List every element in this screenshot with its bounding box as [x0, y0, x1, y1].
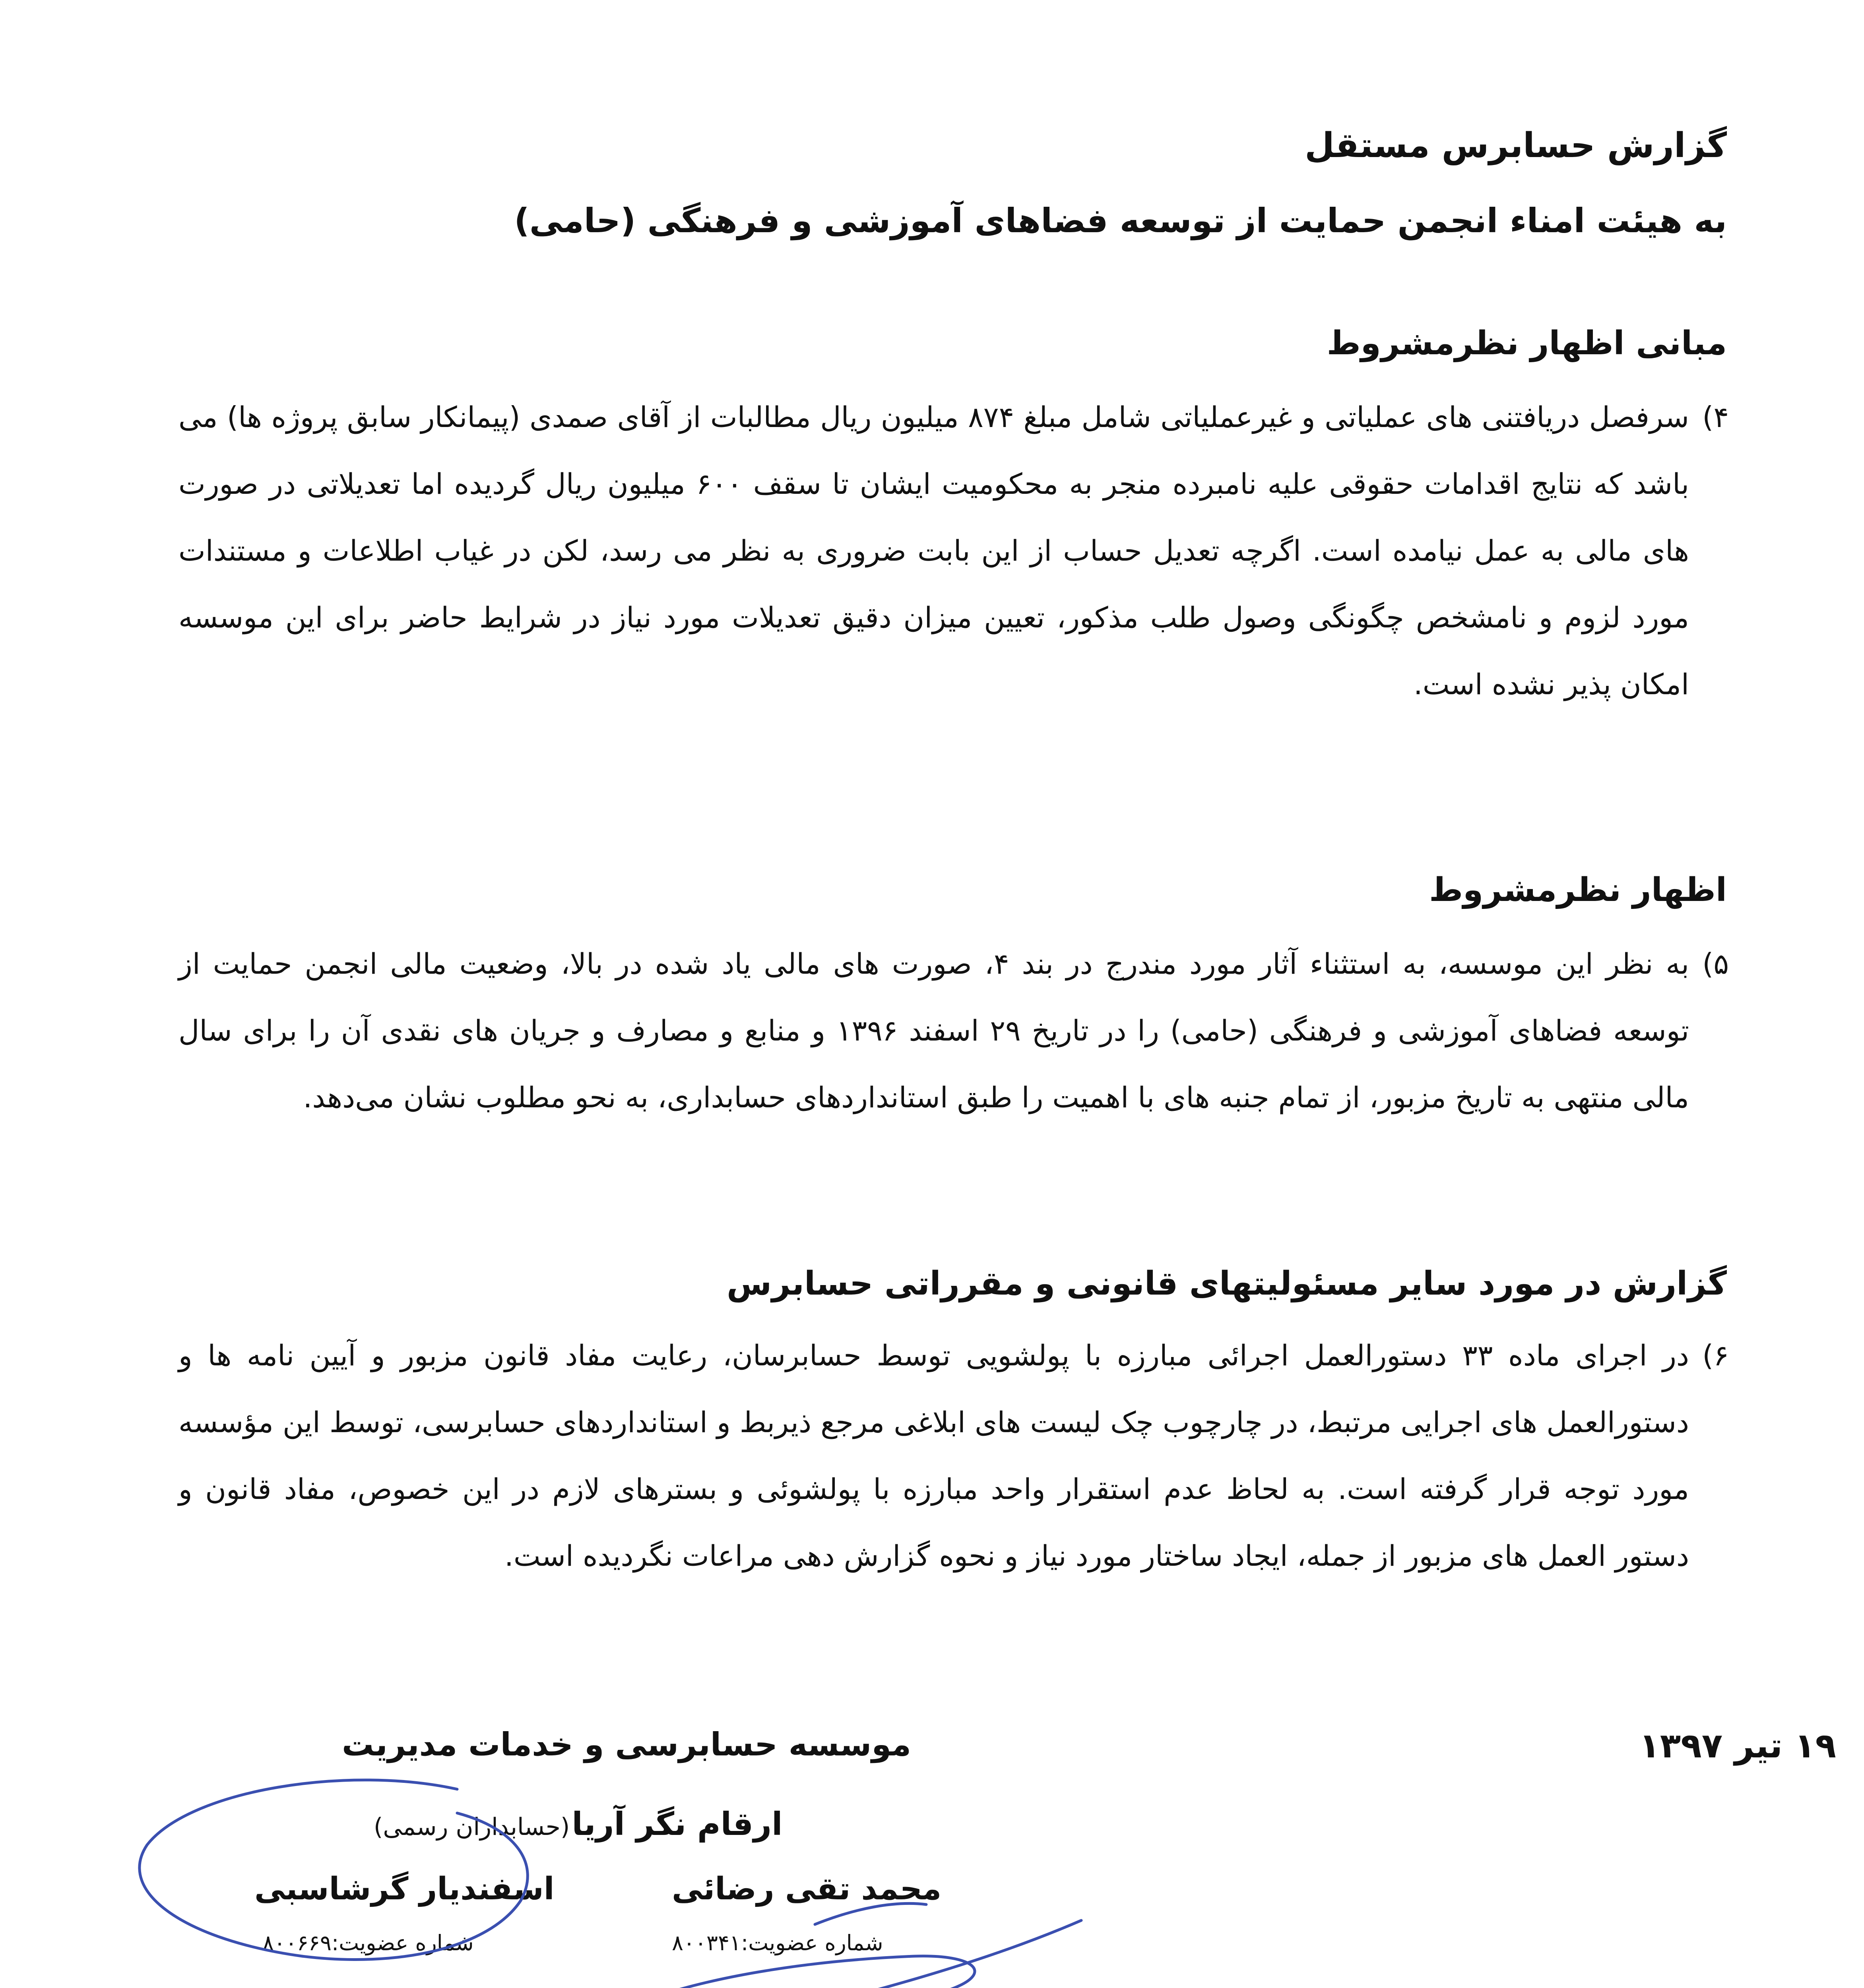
- report-title: گزارش حسابرس مستقل: [1305, 126, 1727, 165]
- paragraph-number: ۵): [1702, 947, 1729, 980]
- addressee: به هیئت امناء انجمن حمایت از توسعه فضاهای آموزشی و فرهنگی (حامی): [514, 201, 1727, 240]
- signatory-name-2: اسفندیار گرشاسبی: [254, 1871, 555, 1907]
- firm-subtitle: (حسابداران رسمی): [374, 1813, 570, 1841]
- firm-name-line1: موسسه حسابرسی و خدمات مدیریت: [342, 1726, 912, 1763]
- paragraph-text: در اجرای ماده ۳۳ دستورالعمل اجرائی مبارزه با پولشویی توسط حسابرسان، رعایت مفاد قانون مزبور و آیین نامه ها و دستورالعمل های اجرایی مرتبط، در چارچوب چک لیست های ابلاغی مرجع ذیربط و استانداردهای حسابرسی، توسط این مؤسسه مورد توجه قرار گرفته است. به لحاظ عدم استقرار واحد مبارزه با پولشوئی و بسترهای لازم در این خصوص، مفاد قانون و دستور العمل های مزبور از جمله، ایجاد ساختار مورد نیاز و نحوه گزارش دهی مراعات نگردیده است.: [178, 1339, 1689, 1573]
- signatory-name-1: محمد تقی رضائی: [672, 1871, 942, 1907]
- paragraph-text: سرفصل دریافتنی های عملیاتی و غیرعملیاتی شامل مبلغ ۸۷۴ میلیون ریال مطالبات از آقای صمدی (پیمانکار سابق پروژه ها) می باشد که نتایج اقدامات حقوقی علیه نامبرده منجر به محکومیت ایشان تا سقف ۶۰۰ میلیون ریال گردیده اما تعدیلاتی در صورت های مالی به عمل نیامده است. اگرچه تعدیل حساب از این بابت ضروری به نظر می رسد، لکن در غیاب اطلاعات و مستندات مورد لزوم و نامشخص چگونگی وصول طلب مذکور، تعیین میزان دقیق تعدیلات مورد نیاز در شرایط حاضر برای این موسسه امکان پذیر نشده است.: [178, 400, 1689, 701]
- paragraph-text: به نظر این موسسه، به استثناء آثار مورد مندرج در بند ۴، صورت های مالی یاد شده در بالا، وضعیت مالی انجمن حمایت از توسعه فضاهای آموزشی و فرهنگی (حامی) را در تاریخ ۲۹ اسفند ۱۳۹۶ و منابع و مصارف و جریان های نقدی آن را برای سال مالی منتهی به تاریخ مزبور، از تمام جنبه های با اهمیت را طبق استانداردهای حسابداری، به نحو مطلوب نشان می‌دهد.: [178, 947, 1689, 1114]
- report-date: ۱۹ تیر ۱۳۹۷: [1639, 1726, 1836, 1766]
- paragraph-number: ۴): [1702, 400, 1729, 434]
- section-heading-qualified-opinion: اظهار نظرمشروط: [1429, 871, 1727, 909]
- handwritten-signature-right: [576, 1903, 1081, 1988]
- paragraph-number: ۶): [1702, 1339, 1729, 1372]
- section-heading-other-responsibilities: گزارش در مورد سایر مسئولیتهای قانونی و مقرراتی حسابرس: [727, 1265, 1727, 1303]
- signatory-membership-2: شماره عضویت:۸۰۰۶۶۹: [262, 1930, 474, 1955]
- section-heading-qualified-basis: مبانی اظهار نظرمشروط: [1327, 324, 1727, 362]
- handwritten-signature-left: [140, 1780, 676, 1988]
- firm-name-line2: ارقام نگر آریا: [572, 1806, 783, 1842]
- signatory-membership-1: شماره عضویت:۸۰۰۳۴۱: [672, 1930, 883, 1955]
